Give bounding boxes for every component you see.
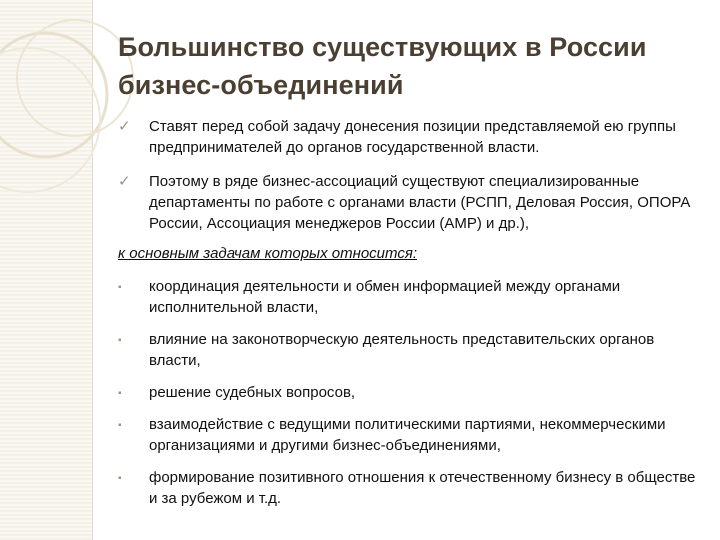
square-item-text: формирование позитивного отношения к отечественному бизнесу в обществе и за рубежом и т.д.: [149, 469, 696, 507]
square-item-text: решение судебных вопросов,: [149, 384, 356, 401]
square-item: [118, 414, 703, 456]
square-bullet-icon: ▪: [118, 282, 122, 293]
square-item-text: взаимодействие с ведущими политическими партиями, некоммерческими организациями и другими бизнес-объединениями,: [149, 416, 666, 454]
checkmark-icon: ✓: [118, 118, 131, 135]
square-bullet-icon: ▪: [118, 388, 122, 399]
square-bullet-icon: ▪: [118, 420, 122, 431]
title-line-2: бизнес-объединений: [118, 70, 404, 100]
check-item-text: Поэтому в ряде бизнес-ассоциаций существуют специализированные департаменты по работе с органами власти (РСПП, Деловая Россия, ОПОРА России, Ассоциация менеджеров России (АМР) и др.),: [149, 173, 691, 232]
title-line-1: Большинство существующих в России: [118, 32, 647, 62]
check-item-text: Ставят перед собой задачу донесения позиции представляемой ею группы предпринимателей до органов государственной власти.: [149, 118, 676, 156]
square-item: [118, 467, 703, 509]
square-bullet-icon: ▪: [118, 473, 122, 484]
square-item: [118, 382, 703, 403]
square-bullet-icon: ▪: [118, 335, 122, 346]
square-item: [118, 276, 703, 318]
square-item-text: координация деятельности и обмен информацией между органами исполнительной власти,: [149, 278, 621, 316]
check-item: [118, 171, 703, 234]
square-item-text: влияние на законотворческую деятельность представительских органов власти,: [149, 331, 655, 369]
slide-content: [118, 116, 703, 520]
square-item: [118, 329, 703, 371]
slide-title: [118, 28, 698, 104]
check-item: [118, 116, 703, 158]
tasks-intro: к основным задачам которых относится:: [118, 245, 418, 262]
checkmark-icon: ✓: [118, 173, 131, 190]
